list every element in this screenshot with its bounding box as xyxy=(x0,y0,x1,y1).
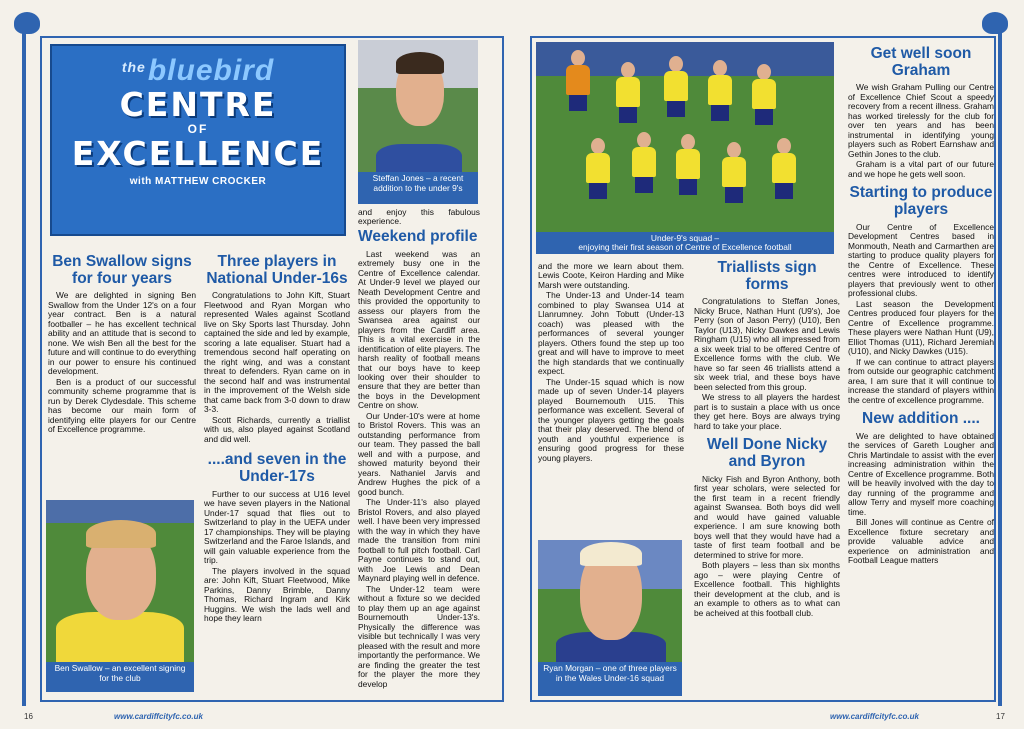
masthead-title-line2: OF xyxy=(187,122,209,136)
club-crest-icon xyxy=(14,12,40,34)
weekend-profile-lead-in: and enjoy this fabulous experience. xyxy=(358,207,480,227)
weekend-profile-cont-paragraph: The Under-13 and Under-14 team combined to play Swansea U14 at Llanrumney. John Tobutt (Under-13 coach) was pleased with the performances of several younger players. Others found the step up too great and will have to improve to meet the high standards that we continually expect. xyxy=(538,290,684,377)
page-number-right: 17 xyxy=(996,712,1005,721)
side-stripe-left xyxy=(22,30,26,706)
footer-url-right: www.cardiffcityfc.co.uk xyxy=(830,712,919,721)
ben-swallow-paragraph: Ben is a product of our successful community scheme programme that is run by Derek Clydesdale. This scheme has become our main form of identifying elite players for our Centre of Excellence programme. xyxy=(48,376,196,435)
get-well-paragraph: We wish Graham Pulling our Centre of Excellence Chief Scout a speedy recovery from a recent illness. Graham has worked tirelessly for the club for over ten years and has been instrumental in identifying young players such as Robert Earnshaw and Gethin Jones to the club. xyxy=(848,82,994,159)
ben-swallow-paragraph: We are delighted in signing Ben Swallow from the Under 12's on a four year contract. Ben is a natural footballer – he has excellent technical ability and an attitude that is second to none. We wish Ben all the best for the future and will continue to do everything in our power to ensure his continued development. xyxy=(48,290,196,377)
starting-headline: Starting to produce players xyxy=(849,184,993,219)
starting-paragraph: If we can continue to attract players from outside our geographic catchment area, I am sure that it will continue to increase the standard of players within the centre of excellence programme. xyxy=(848,356,994,405)
triallists-headline: Triallists sign forms xyxy=(717,259,817,293)
side-stripe-right xyxy=(998,30,1002,706)
new-addition-paragraph: Bill Jones will continue as Centre of Excellence fixture secretary and provide valuable advice and experience on administration and Football League matters xyxy=(848,517,994,566)
ryan-morgan-photo xyxy=(538,540,682,662)
seven-u17-paragraph: Further to our success at U16 level we have seven players in the National Under-17 squad that flies out to Switzerland to play in the UEFA under 17 championships. They will be playing Switzerland and the Faroe Islands, and will gain valuable experience from the trip. xyxy=(204,488,350,566)
article-triallists xyxy=(694,258,840,619)
article-right-column xyxy=(848,44,994,567)
three-players-headline: Three players in National Under-16s xyxy=(206,253,348,287)
weekend-profile-paragraph: The Under-12 team were without a fixture so we decided to play them up an age against Bournemouth Under-13's. Physically the difference was visible but technically I was very pleased with the result and more importantly the performance. We are finding the greater the test for the player the more they develop xyxy=(358,583,480,689)
masthead-brand-name: bluebird xyxy=(147,54,275,87)
ben-swallow-photo xyxy=(46,500,194,662)
steffan-jones-caption: Steffan Jones – a recent addition to the under 9's xyxy=(358,172,478,204)
under9-caption-line1: Under-9's squad – xyxy=(650,233,720,243)
article-weekend-profile-continued xyxy=(538,262,684,464)
get-well-paragraph: Graham is a vital part of our future and we hope he gets well soon. xyxy=(848,159,994,179)
triallists-paragraph: We stress to all players the hardest part is to sustain a place with us once they get here. Boys are always trying hard to take your place. xyxy=(694,392,840,431)
new-addition-headline: New addition .... xyxy=(862,409,980,427)
masthead-brand-prefix: the xyxy=(121,59,146,75)
weekend-profile-cont-paragraph: and the more we learn about them. Lewis Coote, Keiron Harding and Mike Marsh were outstanding. xyxy=(538,261,684,290)
under9-squad-caption xyxy=(536,232,834,254)
ryan-morgan-caption: Ryan Morgan – one of three players in the Wales Under-16 squad xyxy=(538,662,682,696)
well-done-paragraph: Both players – less than six months ago – were playing Centre of Excellence football. This highlights their development at the club, and is an example to others as to what can be acheived at this football club. xyxy=(694,560,840,618)
seven-u17-headline: ....and seven in the Under-17s xyxy=(207,451,347,485)
weekend-profile-paragraph: Last weekend was an extremely busy one in the Centre of Excellence calendar. At Under-9 level we played our Neath Development Centre and this provided the opportunity to assess our players from the Swansea area against our players from the Cardiff area. This is a vital exercise in the identification of elite players. The harsh reality of football means that our boys have to keep looking over their shoulder to ensure that they are better than the boys in the Development Centre on show. xyxy=(358,248,480,411)
three-players-paragraph: Congratulations to John Kift, Stuart Fleetwood and Ryan Morgan who represented Wales against Scotland live on Sky Sports last Thursday. John captained the side and led by example, scoring a late equaliser. Stuart had a tremendous second half operating on the right wing, and was a constant threat to defenders. Ryan came on in the second half and was instrumental in the improvement of the Welsh side that came back from 3-0 down to draw 3-3. xyxy=(204,290,350,415)
masthead-author: with MATTHEW CROCKER xyxy=(129,176,267,187)
article-weekend-profile xyxy=(358,208,480,690)
ben-swallow-caption: Ben Swallow – an excellent signing for the club xyxy=(46,662,194,692)
ben-swallow-headline: Ben Swallow signs for four years xyxy=(52,253,192,287)
steffan-jones-photo xyxy=(358,40,478,172)
under9-caption-line2: enjoying their first season of Centre of Excellence football xyxy=(578,242,792,253)
weekend-profile-headline: Weekend profile xyxy=(358,227,478,245)
triallists-paragraph: Congratulations to Steffan Jones, Nicky Bruce, Nathan Hunt (U9's), Joe Perry (son of Jason Perry) (U10), Ben Taylor (U13), Nicky Dawkes and Lewis Ringham (U15) who all impressed from a six week trial to be offered Centre of Excellence forms with the club. We have so far seen 46 triallists attend a six week trial, and these boys have been selected from this group. xyxy=(694,296,840,392)
weekend-profile-paragraph: The Under-11's also played Bristol Rovers, and also played well. I have been very impressed with the way in which they have made the transition from mini football to full pitch football. Carl Payne continues to stand out, with Joe Lewis and Dean Maynard playing well in defence. xyxy=(358,497,480,584)
weekend-profile-cont-paragraph: The Under-15 squad which is now made up of seven Under-14 players played Bournemouth U15. This performance was excellent. Several of the younger players getting the goals that their play deserved. The blend of youth and youthful experience is ensuring good progress for these young players. xyxy=(538,376,684,463)
club-crest-icon xyxy=(982,12,1008,34)
starting-paragraph: Last season the Development Centres produced four players for the Centre of Excellence programme. These players were Nathan Hunt (U9), Elliot Thomas (U11), Richard Jeremiah (U10), and Nicky Dawkes (U15). xyxy=(848,298,994,357)
masthead xyxy=(50,44,346,236)
well-done-headline: Well Done Nicky and Byron xyxy=(706,436,828,470)
new-addition-paragraph: We are delighted to have obtained the services of Gareth Lougher and Chris Martindale to assist with the ever increasing administration within the Centre of Excellence programme. Both will be heavily involved with the day to day running of the programme and allow Terry and myself more coaching time. xyxy=(848,430,994,517)
well-done-paragraph: Nicky Fish and Byron Anthony, both first year scholars, were selected for the first team in a recent friendly against Swansea. Both boys did well and would have gained valuable experience. I am sure knowing both boys well that they would have had a taste of first team football and be determined to strive for more. xyxy=(694,473,840,560)
article-ben-swallow xyxy=(48,252,196,436)
masthead-title-line1: CENTRE xyxy=(119,85,277,124)
under9-squad-photo xyxy=(536,42,834,232)
footer-url-left: www.cardiffcityfc.co.uk xyxy=(114,712,203,721)
masthead-title-line3: EXCELLENCE xyxy=(71,134,325,173)
page-number-left: 16 xyxy=(24,712,33,721)
article-three-players xyxy=(204,252,350,624)
masthead-brand xyxy=(52,54,344,88)
seven-u17-paragraph: The players involved in the squad are: John Kift, Stuart Fleetwood, Mike Parkins, Danny Brimble, Danny Thomas, Richard Ingram and Kirk Huggins. We wish the lads well and hope they learn xyxy=(204,565,350,623)
right-page xyxy=(512,0,1024,729)
weekend-profile-paragraph: Our Under-10's were at home to Bristol Rovers. This was an outstanding performance from our team. They passed the ball well and with a purpose, and showed maturity beyond their years. Nathaniel Jarvis and Andrew Hughes the pick of a good bunch. xyxy=(358,410,480,497)
three-players-paragraph: Scott Richards, currently a triallist with us, also played against Scotland and did well. xyxy=(204,414,350,444)
starting-paragraph: Our Centre of Excellence Development Centres based in Monmouth, Neath and Carmarthen are starting to produce quality players for the Centre of Excellence. These centres were introduced to identify players that previously went to other professional clubs. xyxy=(848,221,994,299)
get-well-headline: Get well soon Graham xyxy=(870,45,972,79)
